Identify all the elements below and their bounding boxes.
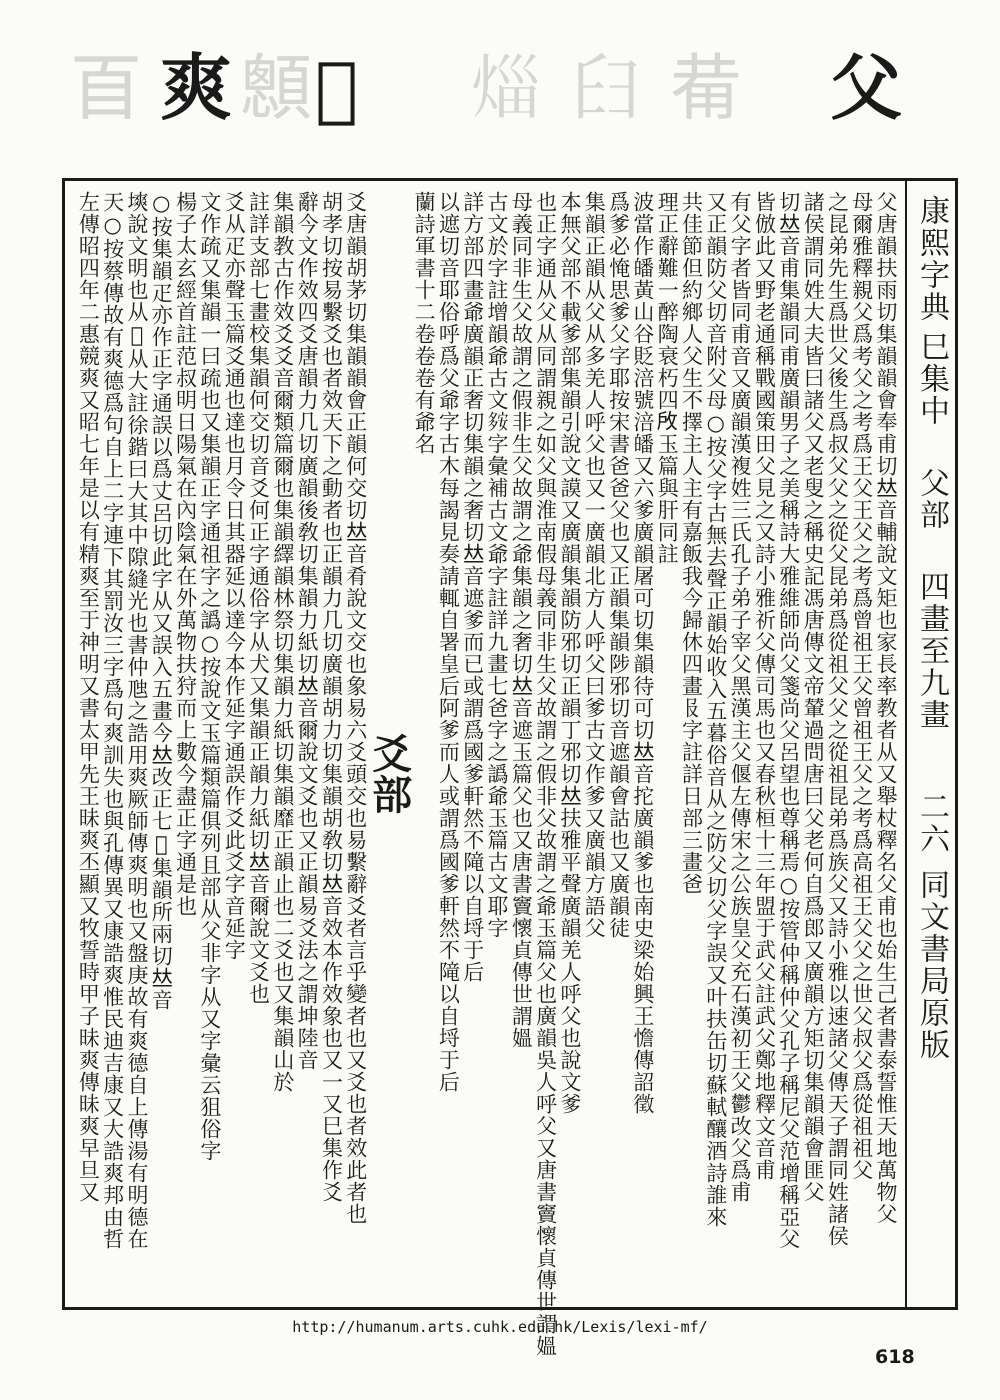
text-column: 之昆弟先生爲世父後生爲叔父父之從父昆弟爲從祖父父之從祖昆弟爲族父又詩小雅以速諸父傳天子謂同姓諸侯: [825, 191, 850, 1247]
source-url[interactable]: http://humanum.arts.cuhk.edu.hk/Lexis/lexi-mf/: [292, 1318, 708, 1336]
text-column: 波當作皤黃山谷貶涪號涪皤又六爹廣韻屠可切集韻待可切𠀤音拕廣韻爹也南史梁始興王憺傳詔徵: [630, 191, 655, 1115]
book-title: 康熙字典: [914, 195, 949, 323]
faint-seal-glyph: 𤉣: [470, 46, 543, 130]
text-column: 辭今文作效四爻唐韻力几切廣韻後敎切集韻力紙切𠀤音爾說文爻也又正韻易爻法之謂坤陸音: [295, 191, 320, 1071]
text-column: 蘭詩軍書十二卷卷卷有爺名: [412, 191, 437, 455]
text-column: 爲爹必㤿思爹父字耶按宋書爸爸父也又正韻集韻陟邪切音遮韻會詁也又廣韻徒: [606, 191, 631, 939]
text-column: ○按集韻疋亦作正字通誤以爲丈呂切此字从又誤入五畫今𠀤改正七𤕬集韻所兩切𠀤音: [149, 191, 174, 1011]
volume-section: 巳集中: [914, 331, 949, 427]
text-column: 集韻教古作效爻爻音爾類篇爾也集韻繹韻林祭切集韻力紙切集韻靡正韻止也二爻也又集韻山於: [270, 191, 295, 1093]
text-column: 集韻正韻从父从多羌人呼父也又一廣韻北方人呼父曰爹古文作爹又廣韻方語父: [582, 191, 607, 939]
radical-label: 父部: [914, 467, 949, 531]
seal-glyph: 父: [830, 45, 903, 130]
text-column: 胡孝切按易繫爻也者效天下之動者也正韻力几切廣韻胡力切集韻胡敎切𠀤音效本作效象也又一又巳集作爻: [319, 191, 344, 1203]
faint-seal-glyph: 𦥑: [570, 46, 643, 130]
text-column: 也正字通从父从同謂親之如父與淮南假母義同非生父故謂之假非父故謂之爺玉篇父也廣韻吳人呼父又唐書竇懷貞傳世謂媼: [533, 191, 558, 1357]
text-column: 註詳支部七畫校集韻何交切音爻何正字通俗字从犬又集韻正韻力紙切𠀤音爾說文爻也: [246, 191, 271, 1005]
text-column: 共佳節但約鄉人父生不擇主人主有嘉飯我今歸休四畫𠬝字註詳日部三畫爸: [679, 191, 704, 895]
masthead: [907, 181, 955, 1307]
seal-glyph: 爽: [160, 45, 233, 130]
text-column: 又正韻防父切音附父母○按父字古無去聲正韻始收入五暮俗音从之防父切父字誤又叶扶缶切蘇軾釀酒詩誰來: [703, 191, 728, 1228]
text-column: 詳方部四畫爺廣韻正奢切集韻之奢切𠀤音遮爹而已或謂爲國爹軒然不𨻫以自埒于后: [460, 191, 485, 983]
text-column: 皆倣此又野老通稱戰國策田父見之又詩小雅祈父傳司馬也又春秋桓十三年盟于武父註武父鄭地釋文音甫: [752, 191, 777, 1181]
text-column: 父唐韻扶雨切集韻韻會奉甫切𠀤音輔說文矩也家長率教者从又舉杖釋名父甫也始生己者書泰誓惟天地萬物父: [874, 191, 898, 1225]
text-column: 楊子太玄經首註范叔明日陽氣在內陰氣在外萬物扶狩而上數今盡正字通是也: [173, 191, 198, 917]
stroke-range: 四畫至九畫: [914, 571, 949, 731]
text-column: 爻从疋亦聲玉篇爻通也達也月令日其器延以達今本作延字通誤作爻此爻字音延字: [222, 191, 247, 961]
text-column: 切𠀤音甫集韻同甫廣韻男子之美稱詩大雅維師尚父箋尚父呂望也尊稱焉○按管仲稱仲父孔子稱尼父范增稱亞父: [776, 191, 801, 1250]
text-column: 本無父部不載爹部集韻引說文謨又廣韻集韻防邪切正韻丁邪切𠀤扶雅平聲廣韻羌人呼父也說文爹: [557, 191, 582, 1115]
publisher-label: 同文書局原版: [914, 869, 949, 1061]
text-column: 塽說文明也从𤕬从大註徐鍇曰大其中隙縫光也書仲虺之誥用爽厥師傳爽明也又盤庚故有爽德自上傳湯有明德在: [124, 191, 149, 1250]
seal-glyph: 𤕬: [315, 45, 359, 130]
faint-seal-glyph: 𤰇: [670, 46, 743, 130]
page-number: 618: [875, 1346, 915, 1368]
text-column: 以遮切音耶俗呼爲父爺字古木每謁見奏請輒自署皇后阿爹而人或謂爲國爹軒然不𨻫以自埒于后: [436, 191, 461, 1093]
text-column: 有父字者皆同甫音又廣韻漢複姓三氏孔子弟子宰父黑漢主父偃左傳宋之公族皇父充石漢初王父鬱改父爲甫: [728, 191, 753, 1203]
text-column: 理正辭難一醉陶衰朽四𢼄玉篇與肝同註: [655, 191, 680, 565]
text-column: 左傳昭四年二惠競爽又昭七年是以有精爽至于神明又書太甲先王昧爽丕顯又牧誓時甲子昧爽傳昧爽早旦又: [76, 191, 101, 1203]
seal-script-header: [0, 40, 1000, 170]
text-column: 母義同非生父故謂之假非生父故謂之爺集韻之奢切𠀤音遮玉篇父也又唐書竇懷貞傳世謂媼: [509, 191, 534, 1049]
text-column: 古文於字註增韻爺古文𡖨字彙補古文爺字註詳九畫七爸字之譌爺玉篇古文耶字: [485, 191, 509, 939]
text-column: 天○按蔡傳故有爽德爲句自上二字連下其罰汝三字爲句爽訓失也與孔傳異又康誥爽惟民迪吉康又大誥爽邦由哲: [100, 191, 125, 1250]
text-column: 諸侯謂同姓大夫皆曰諸父又老叟之稱史記馮唐傳文帝輦過問唐曰父老何自爲郎又廣韻方矩切集韻韻會匪父: [801, 191, 826, 1203]
text-column: 文作疏又集韻一曰疏也又集韻正字通祖字之譌○按說文玉篇類篇俱列且部从父非字从又字彙云狙俗字: [197, 191, 222, 1162]
text-column: 爻唐韻胡茅切集韻韻會正韻何交切𠀤音肴說文交也象易六爻頭交也易繫辭爻者言乎變者也又爻也者效此者也: [343, 191, 368, 1225]
volume-page-number: 二六: [914, 791, 949, 855]
radical-section-heading: 爻部: [365, 733, 413, 815]
faint-seal-glyph: 𩕄: [240, 46, 313, 130]
text-column: 母爾雅釋親父爲考父之考爲王父王父之考爲曾祖王父曾祖王父之考爲高祖王父父之世父叔父爲從祖祖父: [849, 191, 874, 1181]
faint-seal-glyph: 𦣻: [70, 46, 143, 130]
